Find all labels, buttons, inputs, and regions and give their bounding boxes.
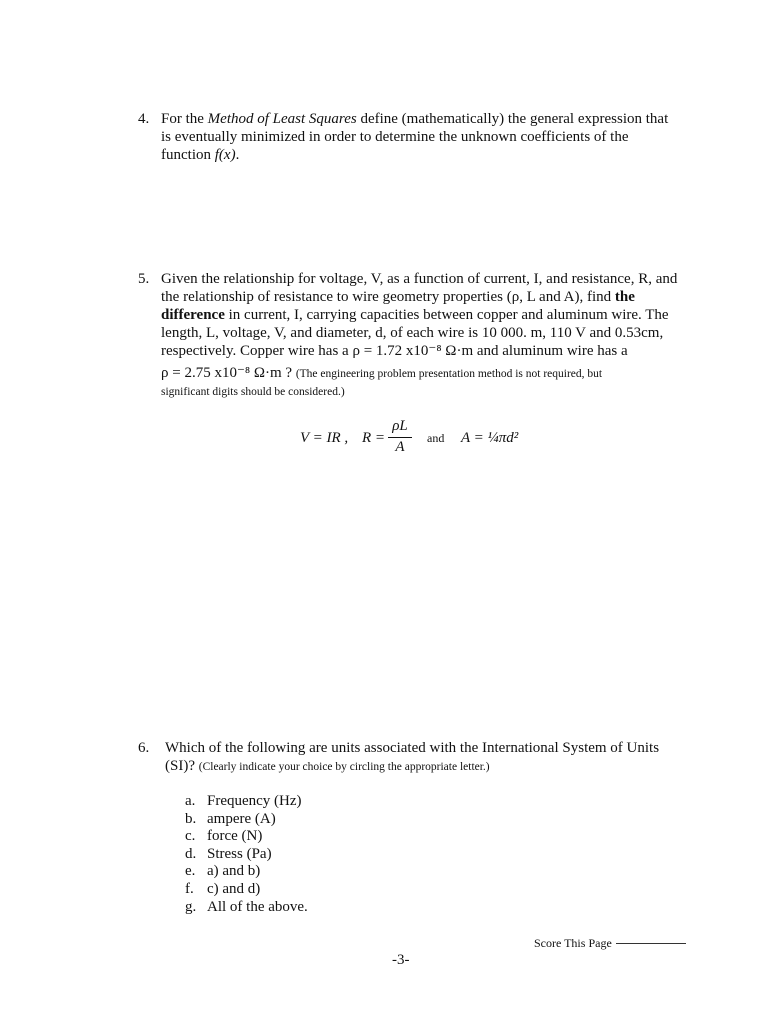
q6-line-2: (SI)? [165,758,195,774]
formula-area: A = ¼πd² [461,430,519,446]
option-text: Frequency (Hz) [207,793,302,809]
score-label: Score This Page [534,936,612,950]
q5-line-5: respectively. Copper wire has a ρ = 1.72 x10⁻⁸ Ω·m and aluminum wire has a [161,343,628,359]
page-number: -3- [392,952,410,968]
formula-voltage: V = IR , [300,430,349,446]
option-text: c) and d) [207,880,261,897]
q4-line-3: function [161,147,215,163]
q5-note-1: (The engineering problem presentation method is not required, but [295,368,603,380]
question-text [161,270,677,401]
option-text: All of the above. [207,898,308,915]
option-letter: g. [185,898,197,915]
option-text: ampere (A) [207,810,276,827]
q5-line-4: length, L, voltage, V, and diameter, d, of each wire is 10 000. m, 110 V and 0.53cm, [161,325,664,341]
option-text: force (N) [207,828,263,845]
q6-note: (Clearly indicate your choice by circling the appropriate letter.) [198,761,490,773]
fraction-bar [388,437,412,438]
q5-aluminum-resistivity: ρ = 2.75 x10⁻⁸ Ω·m ? [161,365,293,381]
option-letter: c. [185,828,196,845]
q4-text-pre: For the [161,111,208,127]
option-letter: a. [185,793,196,809]
question-text [161,110,668,164]
q5-line-1: Given the relationship for voltage, V, as a function of current, I, and resistance, R, and [161,271,678,287]
score-blank[interactable] [616,943,686,944]
q5-line-2: the relationship of resistance to wire geometry properties (ρ, L and A), find the [161,289,635,305]
q6-line-1: Which of the following are units associated with the International System of Units [165,740,660,756]
q4-line-2: is eventually minimized in order to determine the unknown coefficients of the [161,129,629,145]
option-text: Stress (Pa) [207,845,272,862]
question-number: 6. [138,740,150,756]
formula-resistance-lhs: R = [362,430,386,446]
q4-text-post: define (mathematically) the general expression that [356,111,669,127]
q4-period: . [235,147,240,163]
q5-line-3: difference in current, I, carrying capacities between copper and aluminum wire. The [161,307,669,323]
question-number: 4. [138,111,150,127]
option-letter: e. [185,863,196,880]
q4-method-name: Method of Least Squares [207,111,357,127]
formula-numerator: ρL [392,418,408,434]
q4-function: f(x) [214,147,236,163]
question-number: 5. [138,271,150,287]
option-letter: b. [185,810,197,827]
q5-note-2: significant digits should be considered.) [161,386,345,398]
formula-denominator: A [395,439,405,455]
option-letter: f. [185,880,194,897]
formula-and: and [427,431,445,445]
option-letter: d. [185,845,197,862]
score-field [534,936,686,951]
question-text [165,739,659,776]
option-text: a) and b) [207,863,261,880]
